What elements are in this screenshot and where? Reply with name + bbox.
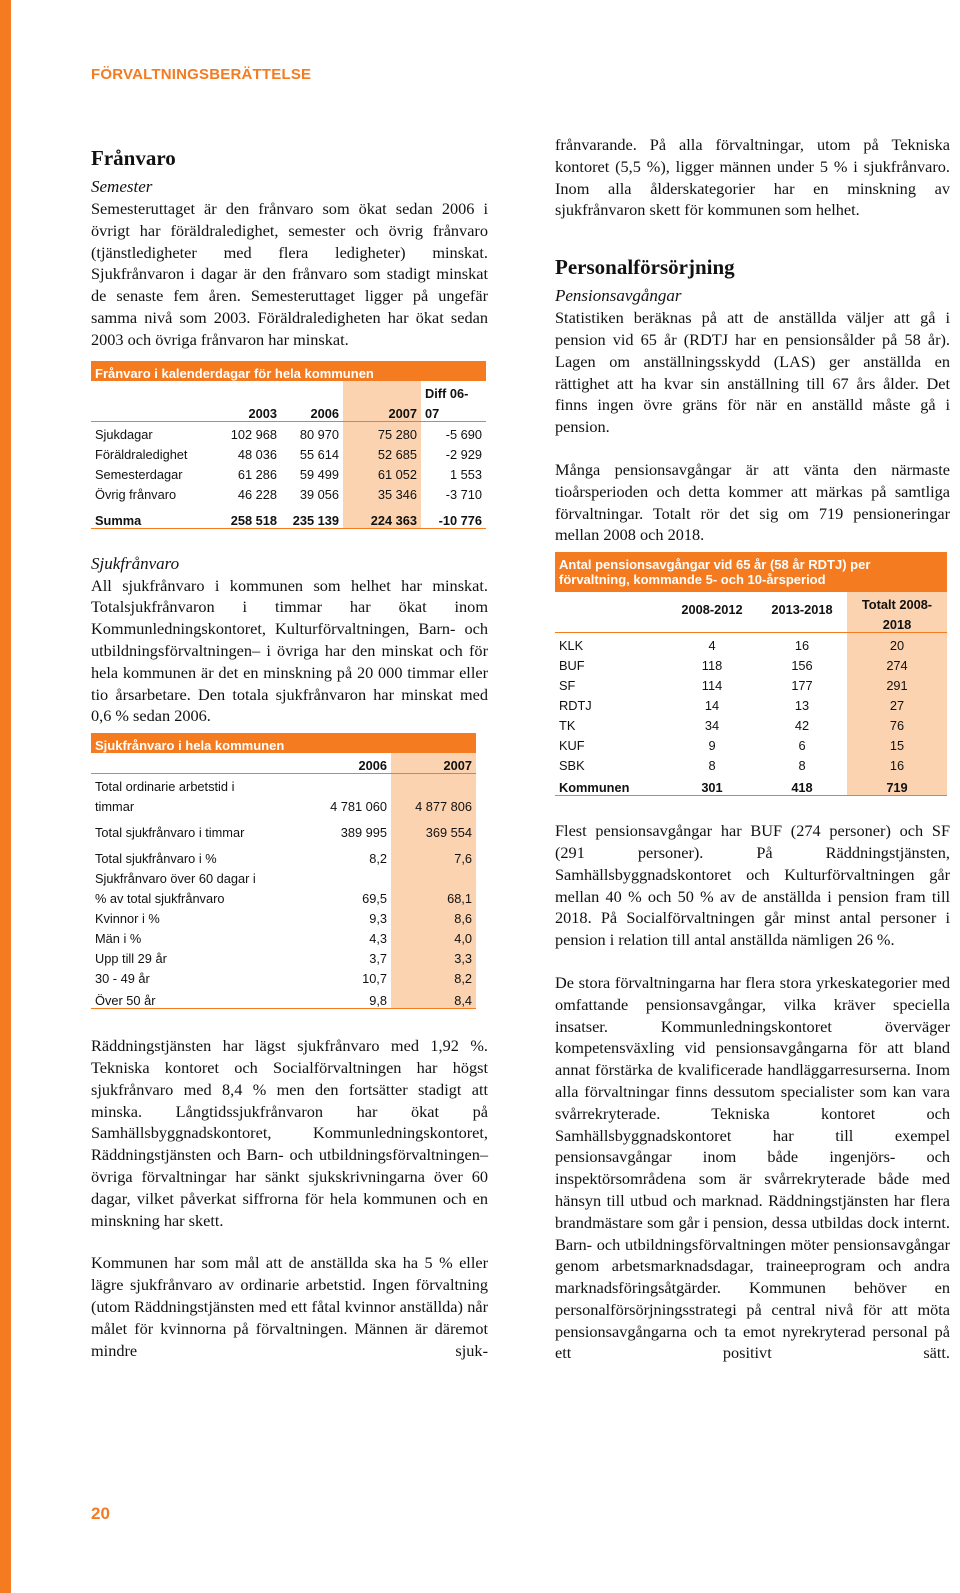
subheading-semester: Semester [91,177,153,196]
pension-table-title-line2: förvaltning, kommande 5- och 10-årsperiod [555,572,947,592]
cell: 274 [847,653,947,673]
cell: 42 [794,718,810,734]
row-label: % av total sjukfrånvaro [95,891,225,907]
header-2007: 2007 [343,401,421,422]
cell: 9,8 [306,986,391,1009]
subheading-sjukfranvaro: Sjukfrånvaro [91,553,180,573]
row-label: Summa [91,502,219,529]
cell: 61 286 [237,466,277,482]
table-row [91,966,476,986]
sick-leave-table [91,733,476,1009]
cell: 369 554 [391,814,476,840]
absence-table-title-row [91,361,486,381]
header-2008-2012: 2008-2012 [681,602,743,618]
cell: 14 [704,698,720,714]
cell: 3,3 [391,946,476,966]
cell: 291 [847,673,947,693]
cell: -2 929 [445,446,482,462]
row-label: timmar [95,799,135,815]
header-2007: 2007 [391,753,476,774]
header-total-bottom: 2018 [847,612,947,633]
table-row [91,442,486,462]
absence-table-title: Frånvaro i kalenderdagar för hela kommunen [91,361,486,381]
cell: 118 [701,658,723,674]
absence-table [91,361,486,529]
cell: 9 [708,738,716,754]
header-2006: 2006 [310,405,339,421]
cell: 39 056 [299,486,339,502]
subheading-pensionsavgangar: Pensionsavgångar [555,286,682,306]
pension-table-title-line1: Antal pensionsavgångar vid 65 år (58 år RDTJ) per [555,552,947,572]
cell: 4,0 [391,926,476,946]
table-row [91,794,476,814]
paragraph-de-stora: De stora förvaltningarna har flera stora yrkeskategorier med omfattande pensionsavgångar, vilka kräver speciella insatser. Kommunledningskontoret överväger kompetensväxling vid pensionsavgångarna för att bland annat förstärka de kvalificerade handläggarresurserna. Inom alla förvaltningar finns dessutom specialister som kan vara svårrekryterade. Tekniska kontoret och Samhällsbyggnadskontoret har till exempel pensionsavgångar inom både ingenjörs- och inspektörsområdena som är svårrekryterade både med hänsyn till utbud och marknad. Räddningstjänsten har flera brandmästare som går i pension, dessa utbildas dock internt. Barn- och utbildningsförvaltningen möter pensionsavgångar genom arbetsmarknadsdagar, traineeprogram och andra marknadsföringsåtgärder. Kommunen behöver en personalförsörjningsstrategi på central nivå för att möta pensionsavgångarna och ta emot nyrekryterad personal på ett positivt sätt. [555,972,950,1363]
cell: 27 [847,693,947,713]
table-row [555,713,947,733]
paragraph-flest: Flest pensionsavgångar har BUF (274 personer) och SF (291 personer). På Räddningstjänsten, Samhällsbyggnadskontoret och Kulturförvaltningen går mellan 40 % och 50 % av de anställda i pension fram till 2018. På Socialförvaltningen går minst antal personer i pension i relation till antal anställda nämligen 26 %. [555,821,950,950]
row-label: BUF [559,658,585,674]
cell: 75 280 [343,421,421,442]
paragraph-manga: Många pensionsavgångar är att vänta den närmaste tioårsperioden och detta kommer att märkas på samtliga förvaltningar. Totalt rör det sig om 719 pensioneringar mellan 2008 och 2018. [555,459,950,545]
row-label: Upp till 29 år [95,951,167,967]
left-column [91,146,488,1361]
cell: 13 [794,698,810,714]
cell: 1 553 [449,466,482,482]
table-row [91,482,486,502]
table-row [91,840,476,866]
row-label: Semesterdagar [95,466,183,482]
table-row [91,886,476,906]
header-2006: 2006 [358,758,387,774]
cell: 80 970 [281,421,343,442]
paragraph-semester: Semesteruttaget är den frånvaro som ökat sedan 2006 i övrigt har föräldraledighet, semester och övrig frånvaro (tjänstledigheter med flera ledigheter) minskat. Sjukfrånvaron i dagar är den frånvaro som stadigt minskat de senaste fem åren. Semesteruttaget ligger på ungefär samma nivå som 2003. Föräldraledigheten har ökat sedan 2003 och övriga frånvaron har minskat. [91,199,488,349]
table-row [555,693,947,713]
paragraph-franvarande: frånvarande. På alla förvaltningar, utom på Tekniska kontoret (5,5 %), ligger männen under 5 % i sjukfrånvaro. Inom alla ålderskategorier har en minskning av sjukfrånvaron skett för kommunen som helhet. [555,135,950,220]
paragraph-malet: Kommunen har som mål att de anställda ska ha 5 % eller lägre sjukfrånvaro av ordinarie arbetstid. Ingen förvaltning (utom Räddningstjänsten med ett fåtal kvinnor anställda) når målet för kvinnorna på förvaltningen. Männen är däremot mindre sjuk- [91,1253,488,1360]
page-header: FÖRVALTNINGSBERÄTTELSE [91,66,312,83]
paragraph-statistiken: Statistiken beräknas på att de anställda väljer att gå i pension vid 65 år (RDTJ har en pensionsålder på 58 år). Lagen om anställningsskydd (LAS) ger anställda en rättighet att ha kvar sin anställning till 67 års ålder. Det finns ingen övre gräns för när en anställd måste gå i pension. [555,308,950,437]
row-label: TK [559,718,576,734]
cell: 4 [667,633,757,654]
page-number: 20 [91,1504,110,1523]
cell: 16 [757,633,847,654]
cell: 224 363 [343,502,421,529]
cell: 8,2 [391,966,476,986]
table-row [555,673,947,693]
paragraph-sjukfranvaro: All sjukfrånvaro i kommunen som helhet har minskat. Totalsjukfrånvaron i timmar har ökat inom Kommunledningskontoret, Kulturförvaltningen, Barn- och utbildningsförvaltningen– i övriga har den minskat och för hela kommunen är det en minskning på 20 000 timmar eller tio årsarbetare. Den totala sjukfrånvaron har minskat med 0,6 % sedan 2006. [91,575,488,726]
cell: 102 968 [219,421,281,442]
cell: 10,7 [362,971,387,987]
cell: 59 499 [299,466,339,482]
cell: 8,2 [369,851,387,867]
header-2013-2018: 2013-2018 [771,602,833,618]
table-row [91,774,476,795]
table-row [91,421,486,442]
orange-margin-bar [0,0,11,1593]
header-2003: 2003 [248,405,277,421]
paragraph-raddningstjansten: Räddningstjänsten har lägst sjukfrånvaro med 1,92 %. Tekniska kontoret och Socialförvaltningen har högst sjukfrånvaro med 8,4 % men den fortsätter stadigt att minska. Långtidssjukfrånvaron har ökat på Samhällsbyggnadskontoret, Kommunledningskontoret, Räddningstjänsten och Barn- och utbildningsförvaltningen– övriga förvaltningar har sänkt sjukskrivningarna över 60 dagar, vilket påverkat siffrorna för hela kommunen och en minskning har skett. [91,1036,488,1230]
table-row [91,906,476,926]
table-row [91,926,476,946]
cell: 68,1 [391,886,476,906]
row-label: 30 - 49 år [95,971,150,987]
cell: 69,5 [362,891,387,907]
cell: 46 228 [237,486,277,502]
diff-header-bottom: 07 [425,405,440,421]
table-row [91,946,476,966]
row-label: SBK [559,758,585,774]
cell: -3 710 [445,486,482,502]
cell: 9,3 [369,911,387,927]
cell: 4 781 060 [330,799,387,815]
cell: 418 [757,773,847,796]
row-label: KUF [559,738,585,754]
diff-header-top: Diff 06- [425,385,469,401]
table-row [555,653,947,673]
cell: 7,6 [391,840,476,866]
cell: 8,4 [391,986,476,1009]
cell: -10 776 [421,502,486,529]
cell: 35 346 [343,482,421,502]
cell: 177 [791,678,813,694]
table-row [555,733,947,753]
cell: 20 [847,633,947,654]
cell: 258 518 [219,502,281,529]
cell: -5 690 [421,421,486,442]
right-column [555,134,950,1364]
cell: 8 [708,758,716,774]
row-label: Föräldraledighet [95,446,188,462]
row-label: Total sjukfrånvaro i timmar [95,825,245,841]
row-label: Män i % [95,931,142,947]
cell: 389 995 [340,825,387,841]
row-label: Övrig frånvaro [95,486,177,502]
cell: 48 036 [237,446,277,462]
cell: 76 [847,713,947,733]
cell: 55 614 [299,446,339,462]
row-label: Kvinnor i % [95,911,160,927]
row-label: Total ordinarie arbetstid i [91,774,306,795]
row-label: Total sjukfrånvaro i % [95,851,217,867]
sum-row [555,773,947,796]
cell: 6 [798,738,806,754]
row-label: SF [559,678,576,694]
sum-row [91,502,486,529]
cell: 52 685 [343,442,421,462]
cell: 156 [791,658,813,674]
row-label: Sjukdagar [91,421,219,442]
cell: 8 [798,758,806,774]
cell: 4 877 806 [391,794,476,814]
table-row [91,986,476,1009]
table-row [91,866,476,886]
header-total-top: Totalt 2008- [847,592,947,612]
table-row [91,462,486,482]
cell: 34 [704,718,720,734]
table-row [555,753,947,773]
cell: 3,7 [369,951,387,967]
cell: 8,6 [391,906,476,926]
cell: 114 [701,678,723,694]
row-label: Sjukfrånvaro över 60 dagar i [95,871,256,887]
cell: 4,3 [369,931,387,947]
row-label: Kommunen [555,773,667,796]
section-heading-franvaro: Frånvaro [91,146,176,170]
pension-table [555,552,947,796]
sick-leave-table-title: Sjukfrånvaro i hela kommunen [91,733,476,753]
cell: 719 [847,773,947,796]
cell: 61 052 [343,462,421,482]
cell: 301 [667,773,757,796]
table-row [555,633,947,654]
row-label: KLK [555,633,667,654]
table-row [91,814,476,840]
cell: 235 139 [281,502,343,529]
row-label: Över 50 år [91,986,306,1009]
row-label: RDTJ [559,698,592,714]
cell: 15 [847,733,947,753]
section-heading-personalforsorjning: Personalförsörjning [555,255,735,280]
cell: 16 [847,753,947,773]
